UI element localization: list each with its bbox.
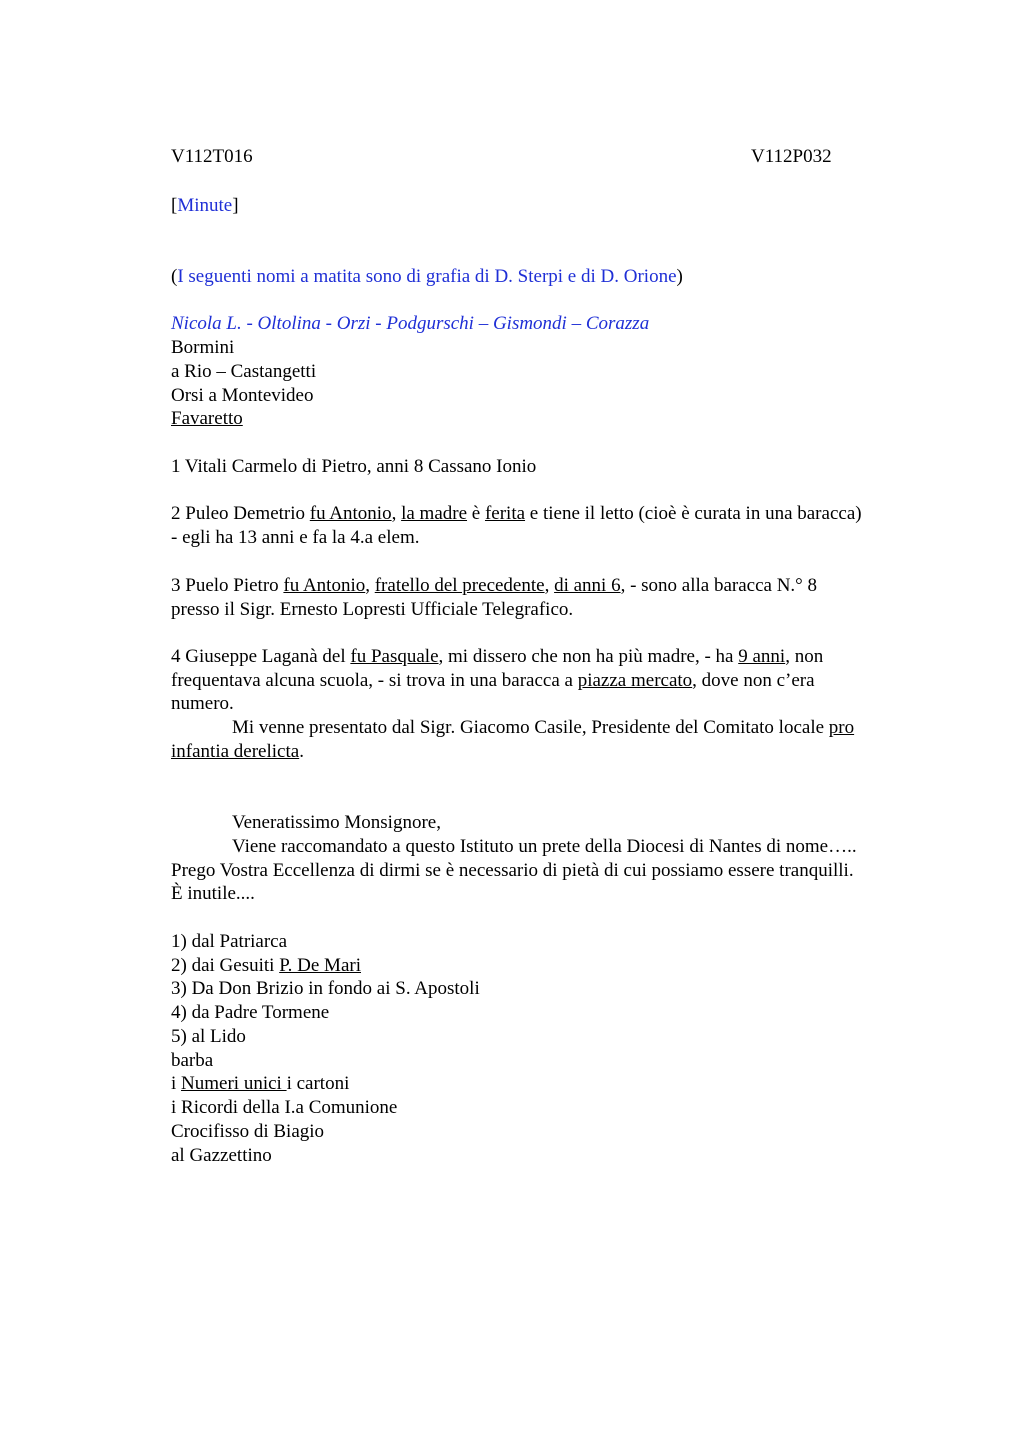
letter-line-1: Viene raccomandato a questo Istituto un prete della Diocesi di Nantes di nome….. (232, 836, 857, 857)
letter-line-2: Prego Vostra Eccellenza di dirmi se è necessario di pietà di cui possiamo essere tranquilli. (171, 860, 854, 881)
pencil-note: (I seguenti nomi a matita sono di grafia di D. Sterpi e di D. Orione) (171, 266, 683, 287)
list-item: 1) dal Patriarca (171, 931, 288, 952)
letter-salutation: Veneratissimo Monsignore, (232, 812, 441, 833)
left-code: V112T016 (171, 146, 253, 167)
name-item: Bormini (171, 337, 235, 358)
entry-2-line-1: 2 Puleo Demetrio fu Antonio, la madre è ferita e tiene il letto (cioè è curata in una baracca) (171, 503, 862, 524)
entry-1: 1 Vitali Carmelo di Pietro, anni 8 Cassano Ionio (171, 456, 537, 477)
name-item: a Rio – Castangetti (171, 361, 317, 382)
name-item: Favaretto (171, 408, 243, 429)
entry-4-line-2: frequentava alcuna scuola, - si trova in una baracca a piazza mercato, dove non c’era (171, 670, 815, 691)
list-item: i Numeri unici i cartoni (171, 1073, 350, 1094)
list-item: i Ricordi della I.a Comunione (171, 1097, 398, 1118)
list-item: Crocifisso di Biagio (171, 1121, 325, 1142)
name-item: Orsi a Montevideo (171, 385, 314, 406)
list-item: 5) al Lido (171, 1026, 246, 1047)
names-line: Nicola L. - Oltolina - Orzi - Podgurschi – Gismondi – Corazza (171, 313, 650, 334)
entry-3-line-2: presso il Sigr. Ernesto Lopresti Ufficiale Telegrafico. (171, 599, 574, 620)
entry-2-line-2: - egli ha 13 anni e fa la 4.a elem. (171, 527, 420, 548)
right-code: V112P032 (751, 146, 832, 167)
entry-4-line-4: Mi venne presentato dal Sigr. Giacomo Casile, Presidente del Comitato locale pro (232, 717, 855, 738)
list-item: 4) da Padre Tormene (171, 1002, 330, 1023)
entry-3-line-1: 3 Puelo Pietro fu Antonio, fratello del precedente, di anni 6, - sono alla baracca N.° 8 (171, 575, 818, 596)
letter-line-3: È inutile.... (171, 883, 255, 904)
minute-label: [Minute] (171, 195, 239, 216)
entry-4-line-5: infantia derelicta. (171, 741, 304, 762)
list-item: 2) dai Gesuiti P. De Mari (171, 955, 361, 976)
list-item: 3) Da Don Brizio in fondo ai S. Apostoli (171, 978, 480, 999)
entry-4-line-3: numero. (171, 693, 234, 714)
entry-4-line-1: 4 Giuseppe Laganà del fu Pasquale, mi dissero che non ha più madre, - ha 9 anni, non (171, 646, 824, 667)
list-item: al Gazzettino (171, 1145, 272, 1166)
list-item: barba (171, 1050, 214, 1071)
